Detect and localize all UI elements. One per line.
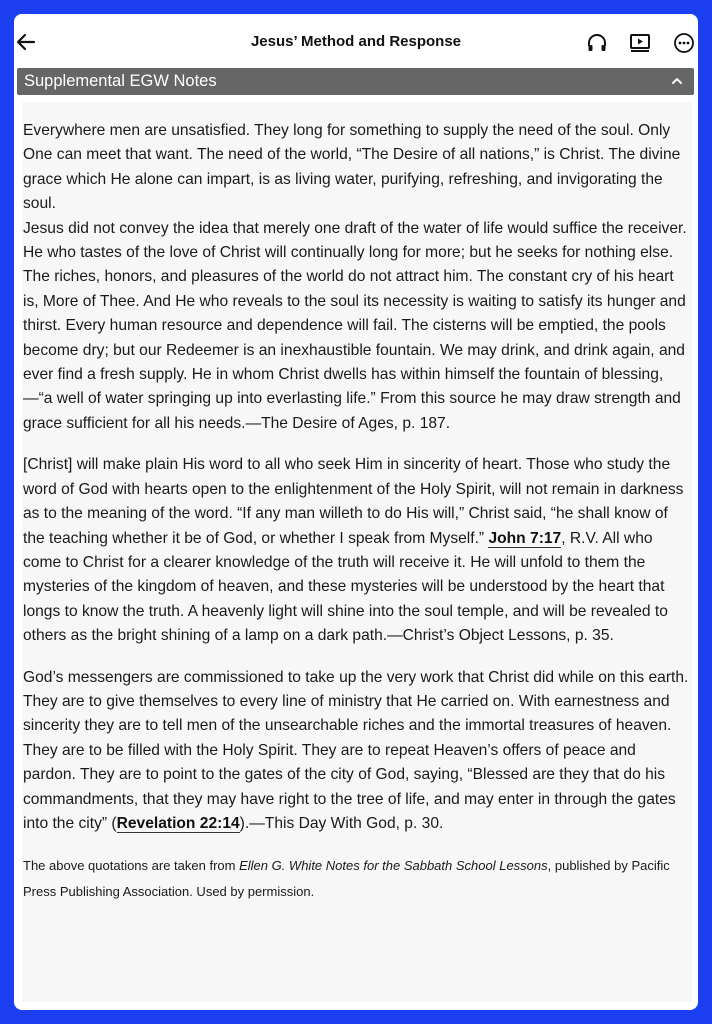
scripture-link-john-7-17[interactable]: John 7:17 bbox=[488, 529, 562, 547]
page-title: Jesus’ Method and Response bbox=[250, 33, 462, 50]
back-button[interactable] bbox=[14, 30, 38, 54]
top-app-bar bbox=[14, 14, 698, 66]
supplemental-notes-label: Supplemental EGW Notes bbox=[24, 72, 217, 90]
video-button[interactable] bbox=[628, 31, 652, 55]
note-text: The above quotations are taken from bbox=[23, 858, 240, 874]
paragraph-text: , R.V. All who come to Christ for a clearer knowledge of the truth will receive it. He will unfold to them the mysteries of the kingdom of heaven, and these mysteries will be understood by the heart that longs to know the truth. A heavenly light will shine into the soul temple, and will be revealed to others as the bright shining of a lamp on a dark path.—Christ’s Object Lessons, p. 35. bbox=[23, 529, 668, 645]
chevron-up-icon[interactable] bbox=[670, 74, 684, 88]
attribution-note bbox=[23, 853, 689, 904]
play-video-icon bbox=[628, 31, 652, 55]
headphones-icon bbox=[585, 31, 609, 55]
paragraph-text: ).—This Day With God, p. 30. bbox=[239, 814, 444, 832]
paragraph-text: [Christ] will make plain His word to all who seek Him in sincerity of heart. Those who study the word of God with hearts open to the enlightenment of the Holy Spirit, will not remain in darkness as to the meaning of the word. “If any man willeth to do His will,” Christ said, “he shall know of the teaching whether it be of God, or whether I speak from Myself.” bbox=[23, 456, 684, 547]
note-book-title: Ellen G. White Notes for the Sabbath School Lessons bbox=[239, 858, 548, 874]
paragraph: Jesus did not convey the idea that merely one draft of the water of life would suffice the receiver. He who tastes of the love of Christ will continually long for more; but he seeks for nothing else. The riches, honors, and pleasures of the world do not attract him. The constant cry of his heart is, More of Thee. And He who reveals to the soul its necessity is waiting to satisfy its hunger and thirst. Every human resource and dependence will fail. The cisterns will be emptied, the pools become dry; but our Redeemer is an inexhaustible fountain. We may drink, and drink again, and ever find a fresh supply. He in whom Christ dwells has within himself the fountain of blessing,—“a well of water springing up into everlasting life.” From this source he may draw strength and grace sufficient for all his needs.—The Desire of Ages, p. 187. bbox=[23, 219, 687, 432]
supplemental-notes-header[interactable] bbox=[17, 68, 694, 95]
notes-text bbox=[23, 119, 689, 921]
paragraph-text: God’s messengers are commissioned to take up the very work that Christ did while on this earth. They are to give themselves to every line of ministry that He carried on. With earnestness and sincerity they are to tell men of the unsearchable riches and the immortal treasures of heaven. They are to be filled with the Holy Spirit. They are to repeat Heaven’s offers of peace and pardon. They are to point to the gates of the city of God, saying, “Blessed are they that do his commandments, that they may have right to the tree of life, and may enter in through the gates into the city” ( bbox=[23, 668, 689, 832]
arrow-left-icon bbox=[14, 30, 38, 54]
audio-button[interactable] bbox=[585, 31, 609, 55]
more-options-button[interactable] bbox=[672, 31, 696, 55]
notes-content bbox=[22, 102, 692, 1002]
paragraph bbox=[23, 453, 689, 648]
paragraph bbox=[23, 666, 689, 837]
more-icon bbox=[672, 31, 696, 55]
scripture-link-revelation-22-14[interactable]: Revelation 22:14 bbox=[116, 814, 240, 832]
note-text: , published by Pacific Press Publishing Association. Used by permission. bbox=[23, 858, 670, 899]
paragraph: Everywhere men are unsatisfied. They long for something to supply the need of the soul. Only One can meet that want. The need of the world, “The Desire of all nations,” is Christ. The divine grace which He alone can impart, is as living water, purifying, refreshing, and invigorating the soul. bbox=[23, 122, 681, 213]
app-window bbox=[14, 14, 698, 1010]
